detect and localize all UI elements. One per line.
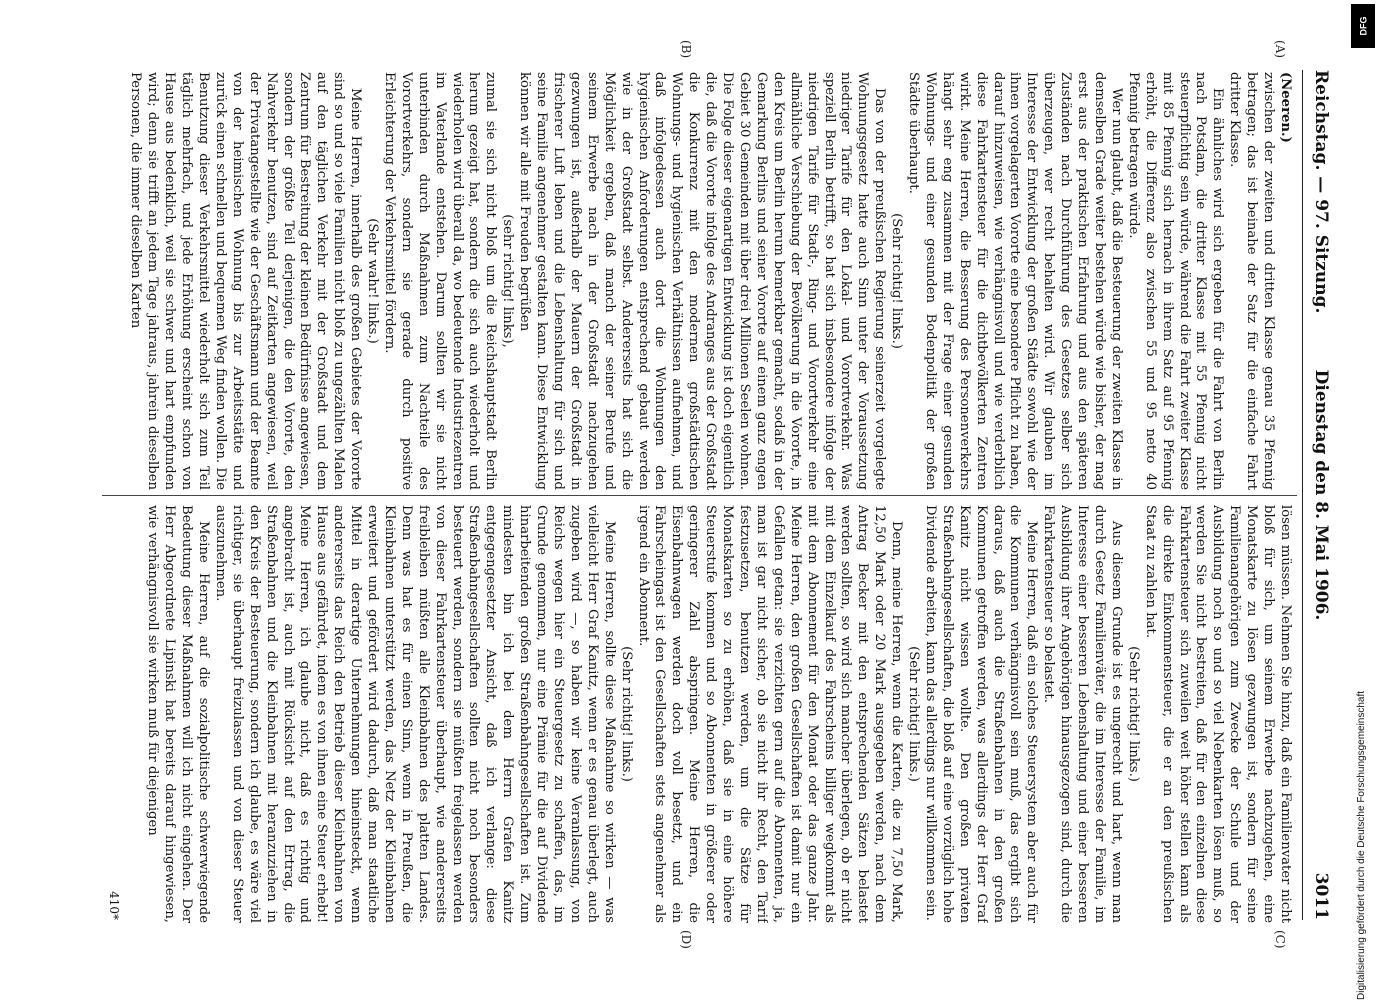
interjection: (Sehr richtig! links.): [618, 646, 634, 782]
paragraph: Aus diesem Grunde ist es ungerecht und hart, wenn man durch Gesetz Familienväter, die im Interesse der Familie, im Interesse einer besseren Lebenshaltung und einer besseren Ausbildung ihrer Angehörigen hinausgezogen sind, durch die Fahrkartensteuer so belastet.: [1041, 505, 1124, 923]
paragraph: lösen müssen. Nehmen Sie hinzu, daß ein Familienvater nicht bloß für sich, um seinem Erwerbe nachzugehen, eine Monatskarte zu lösen gezwungen ist, sondern für seine Familienangehörigen zum Zwecke der Schule und der Ausbildung noch so und so viel Nebenkarten lösen muß, so werden Sie nicht bestreiten, daß für den einzelnen diese Fahrkartensteuer sich zuweilen weit höher stellen kann als die direkte Einkommensteuer, die er an den preußischen Staat zu zahlen hat.: [1142, 505, 1293, 923]
dfg-logo: DFG: [1351, 4, 1375, 48]
paragraph: Ein ähnliches wird sich ergeben für die Fahrt von Berlin nach Potsdam, die dritter Klasse mit 55 Pfennig nicht steuerpflichtig sein würde, während die Fahrt zweiter Klasse mit 85 Pfennig sich hernach in ihrem Satz auf 95 Pfennig erhöht, die Differenz also zwischen 55 und 95 netto 40 Pfennig betragen würde.: [1125, 72, 1226, 490]
interjection: (Sehr richtig! links.): [1125, 646, 1141, 782]
running-header: [1307, 70, 1331, 920]
page-number: 3011: [1311, 872, 1331, 920]
speaker-label: (Neeren.): [1278, 72, 1293, 143]
interjection: (Sehr richtig! links.): [906, 646, 922, 782]
paragraph: Denn, meine Herren, wenn die Karten, die zu 7,50 Mark, 12,50 Mark oder 20 Mark ausgegeben werden, nach dem Antrag Becker mit den entsprechenden Sätzen belastet werden sollten, so wird sich mancher überlegen, ob er nicht mit dem Einzelkauf des Fahrscheins billiger wegkommt als mit dem Abonnement für den Monat oder das ganze Jahr. Meine Herren, den großen Gesellschaften ist damit nur ein Gefallen getan: sie verzichten gern auf die Abonnenten, ja, man ist gar nicht sicher, ob sie nicht ihr Recht, den Tarif festzusetzen, benutzen werden, um die Sätze für Monatskarten so zu erhöhen, daß sie in eine höhere Steuerstufe kommen und so Abonnenten in größerer oder geringerer Zahl abspringen. Meine Herren, die Eisenbahnwagen werden doch voll besetzt, und ein Fahrscheingast ist den Gesellschaften stets angenehmer als irgend ein Abonnent.: [635, 505, 905, 923]
digitization-credit-strip: [1348, 0, 1378, 1000]
paragraph: Meine Herren, sollte diese Maßnahme so wirken — was vielleicht Herr Graf Kanitz, wenn er es genau überlegt, auch zugeben wird —, so haben wir keine Veranlassung, von Reichs wegen hier ein Steuergesetz zu schaffen, das, im Grunde genommen, nur eine Prämie für die auf Dividende hinarbeitenden großen Straßenbahngesellschaften ist. Zum mindesten bin ich bei dem Herrn Grafen Kanitz entgegengesetzter Ansicht, daß ich verlange: diese Straßenbahngesellschaften sollten nicht noch besonders besteuert werden, sondern sie müßten freigelassen werden von dieser Fahrkartensteuer überhaupt, wie andererseits freibleiben müßten alle Kleinbahnen des platten Landes. Denn was hat es für einen Sinn, wenn in Preußen, die Kleinbahnen unterstützt werden, das Netz der Kleinbahnen erweitert und gefördert wird dadurch, daß man staatliche Mittel in derartige Unternehmungen hineinsteckt, wenn andererseits das Reich den Betrieb dieser Kleinbahnen von Hause aus gefährdet, indem es von ihnen eine Steuer erhebt! Meine Herren, ich glaube nicht, daß es richtig und angebracht ist, auch mit Rücksicht auf den Ertrag, die Straßenbahnen und die Kleinbahnen mit heranzuziehen in den Kreis der Besteuerung, sondern ich glaube, es wäre viel richtiger, sie überhaupt freizulassen und von dieser Steuer auszunehmen.: [212, 505, 617, 923]
paragraph: Meine Herren, daß ein solches Steuersystem aber auch für die Kommunen verhängnisvoll sein muß, das ergibt sich daraus, daß auch die Straßenbahnen in den großen Kommunen getroffen werden, was allerdings der Herr Graf Kanitz nicht wissen wollte. Den großen privaten Straßenbahngesellschaften, die bloß auf eine vorzüglich hohe Dividende arbeiten, kann das allerdings nur willkommen sein.: [922, 505, 1040, 923]
header-date: Dienstag den 8. Mai 1906.: [1311, 369, 1331, 621]
column-divider: [102, 495, 1297, 496]
interjection: (Sehr richtig! links.): [889, 213, 905, 349]
margin-mark-a: (A): [1273, 40, 1287, 59]
margin-mark-b: (B): [679, 40, 693, 59]
margin-mark-c: (C): [1273, 930, 1287, 949]
sheet-signature: 410*: [107, 891, 121, 920]
interjection: (sehr richtig! links),: [500, 214, 516, 348]
left-column: [108, 72, 1293, 490]
paragraph: zwischen der zweiten und dritten Klasse genau 35 Pfennig betragen; das ist beinahe der Satz für die einfache Fahrt dritter Klasse.: [1227, 72, 1277, 490]
margin-mark-d: (D): [679, 930, 693, 949]
header-session: Reichstag. — 97. Sitzung.: [1311, 70, 1331, 314]
paragraph: Meine Herren, innerhalb des großen Gebietes der Vororte sind so und so viele Familien nicht bloß zu ungezählten Malen auf den täglichen Verkehr mit der Großstadt und dem Zentrum für Bestreitung der kleinen Bedürfnisse angewiesen, sondern der größte Teil derjenigen, die den Vororte, den Nahverkehr benutzen, sind auf Zeitkarten angewiesen, weil der Privatangestellte wie der Geschäftsmann und der Beamte von der heimischen Wohnung bis zur Arbeitsstätte und zurück einen schnellen und bequemen Weg finden wollen. Die Benutzung dieser Verkehrsmittel wiederholt sich zum Teil täglich mehrfach, und jede Erhöhung erscheint schon von Hause aus bedenklich, weil sie schwer und hart empfunden wird; denn sie trifft an jedem Tage jahraus, jahrein dieselben Personen, die immer dieselben Karten: [128, 72, 364, 490]
paragraph: Meine Herren, auf die sozialpolitische schwerwiegende Bedeutung dieser Maßnahmen will ich nicht eingehen. Der Herr Abgeordnete Lipinski hat bereits darauf hingewiesen, wie verhängnisvoll sie wirken muß für diejenigen: [145, 505, 211, 923]
right-column: [108, 505, 1293, 923]
paragraph: Das von der preußischen Regierung seinerzeit vorgelegte Wohnungsgesetz hatte auch Sinn unter der Voraussetzung niedriger Tarife für den Lokal- und Vorortverkehr. Was speziell Berlin betrifft, so hat sich insbesondere infolge der niedrigen Tarife für Stadt-, Ring- und Vorortverkehr eine allmähliche Verschiebung der Bevölkerung in die Vororte, in den Kreis um Berlin herum bemerkbar gemacht, sodaß in der Gemarkung Berlins und seiner Vororte auf einem ganz engen Gebiet 30 Gemeinden mit über drei Millionen Seelen wohnen. Die Folge dieser eigenartigen Entwicklung ist doch eigentlich die, daß die Vororte infolge des Andranges aus der Großstadt die Konkurrenz mit den modernen großstädtischen Wohnungs- und hygienischen Verhältnissen aufnehmen, und daß infolgedessen auch dort die Wohnungen den hygienischen Anforderungen entsprechend gebaut werden wie in der Großstadt selbst. Andererseits hat sich die Möglichkeit ergeben, daß manch der seiner Berufe und seinem Erwerbe nach in der Großstadt nachzugehen gezwungen ist, außerhalb der Mauern der Großstadt in frischerer Luft leben und die Lebenshaltung für sich und seine Familie angenehmer gestalten kann. Diese Entwicklung können wir alle mit Freuden begrüßen: [517, 72, 888, 490]
paragraph: Wer nun glaubt, daß die Besteuerung der zweiten Klasse in demselben Grade weiter bestehen würde wie bisher, der mag erst aus der praktischen Erfahrung und aus den späteren Zuständen nach Durchführung des Gesetzes selber sich überzeugen, wer recht behalten wird. Wir glauben im Interesse der Entwicklung der großen Städte sowohl wie der ihnen vorgelagerten Vororte eine besondere Pflicht zu haben, darauf hinzuweisen, wie verhängnisvoll und wie verderblich diese Fahrkartensteuer für die dichtbevölkerten Zentren wirkt. Meine Herren, die Besserung des Personenverkehrs hängt sehr eng zusammen mit der Frage einer gesunden Wohnungs- und einer gesunden Bodenpolitik der großen Städte überhaupt.: [906, 72, 1124, 490]
digitization-credit: Digitalisierung gefördert durch die Deutsche Forschungsgemeinschaft: [1356, 690, 1367, 1000]
paragraph: zumal sie sich nicht bloß um die Reichshauptstadt Berlin herum gezeigt hat, sondern die sich auch wiederholt und wiederholen wird überall da, wo bedeutende Industriezentren im Vaterlande entstehen. Darum sollten wir sie nicht unterbinden durch Maßnahmen zum Nachteile des Vorortverkehrs, sondern sie gerade durch positive Erleichterung der Verkehrsmittel fördern.: [381, 72, 499, 490]
interjection: (Sehr wahr! links.): [365, 218, 381, 344]
header-rule: [1302, 70, 1303, 920]
